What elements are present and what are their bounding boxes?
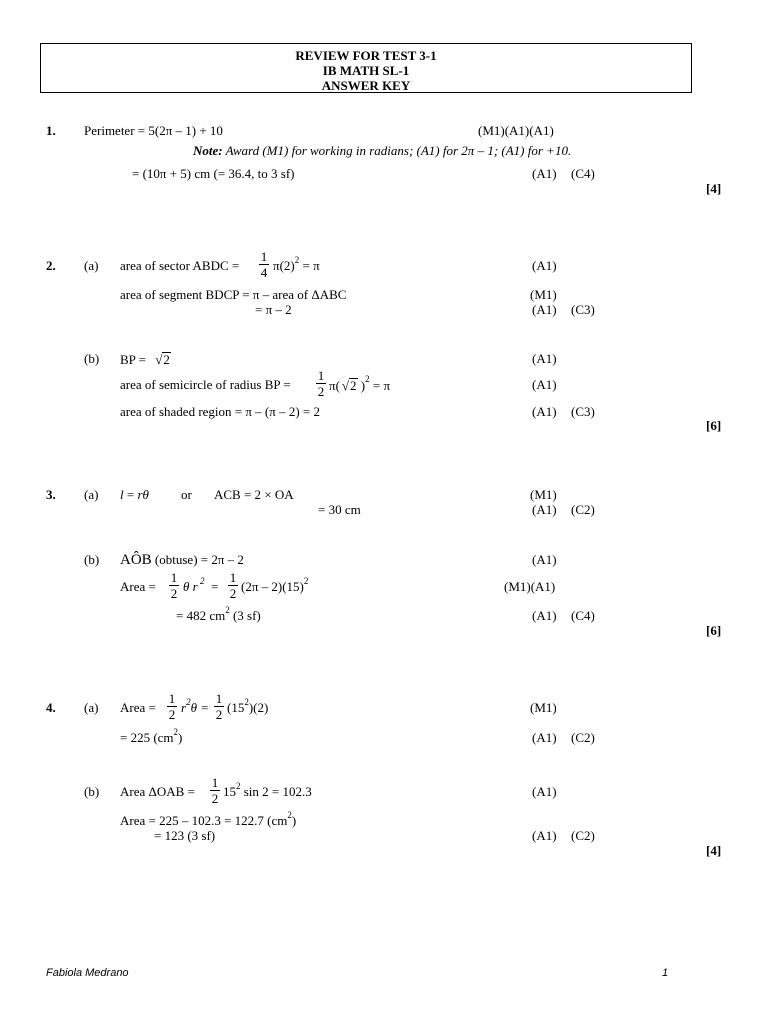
q3-b2-expr: $(2\pi - 2)(15)^2$ — [241, 576, 309, 594]
q2-a1-fraction — [259, 250, 269, 279]
title-line-1: REVIEW FOR TEST 3-1 — [295, 48, 437, 63]
q4-b2-text: Area = 225 – 102.3 = 122.7 $(cm^2)$ — [120, 810, 297, 828]
q3-total: [6] — [706, 623, 722, 638]
q2-b2-text: area of semicircle of radius BP = — [120, 377, 291, 392]
q3-a2-marks: (A1) — [532, 502, 557, 517]
q2-b1-text: BP = √2 — [120, 352, 170, 367]
q1-line3: = (10π + 5) cm (= 36.4, to 3 sf) — [132, 166, 295, 181]
q4-a1-expr: $(15^2)(2)$ — [227, 697, 269, 715]
q3-b2-theta: θ r $^2$ — [183, 576, 205, 594]
q4-part-a-label: (a) — [84, 700, 99, 715]
q4-a1-fraction-1: 1 2 — [168, 691, 176, 722]
q4-a2-marks: (A1) — [532, 730, 557, 745]
q3-a1-formula: l = rθ — [120, 487, 149, 502]
q2-a2-text: area of segment BDCP = π – area of ΔABC — [120, 287, 347, 302]
q4-b3-marks: (A1) — [532, 828, 557, 843]
q3-b2-fraction-2: 1 2 — [229, 570, 237, 601]
q1-note — [193, 144, 571, 157]
q1-note-label: Note: — [193, 143, 223, 158]
q4-part-b-label: (b) — [84, 784, 100, 799]
q2-a3-c: (C3) — [571, 302, 595, 317]
title-line-3: ANSWER KEY — [321, 78, 411, 93]
q3-a2-text: = 30 cm — [318, 502, 361, 517]
q3-b3-marks: (A1) — [532, 608, 557, 623]
q3-part-b-label: (b) — [84, 552, 100, 567]
q2-b2-fraction: 1 2 — [317, 368, 325, 399]
q4-b1-label: Area ΔOAB = — [120, 784, 195, 799]
q2-b3-text: area of shaded region = π – (π – 2) = 2 — [120, 404, 320, 419]
q3-b3-c: (C4) — [571, 608, 595, 623]
q2-part-a-label: (a) — [84, 258, 99, 273]
q4-number: 4. — [46, 700, 56, 715]
q3-b3-text: = 482 $cm^2$ (3 sf) — [176, 605, 261, 623]
q4-a1-label: Area = — [120, 700, 156, 715]
q2-total: [6] — [706, 418, 722, 433]
q4-a1-r: $r^2\theta$ = — [181, 697, 209, 715]
q3-b2-label: Area = — [120, 579, 156, 594]
q1-line1-marks: (M1)(A1)(A1) — [478, 123, 554, 138]
q2-b1-marks: (A1) — [532, 351, 557, 366]
q4-a1-fraction-2: 1 2 — [215, 691, 223, 722]
q2-a3-marks: (A1) — [532, 302, 557, 317]
q4-b3-c: (C2) — [571, 828, 595, 843]
title-box — [40, 43, 692, 93]
q2-b3-c: (C3) — [571, 404, 595, 419]
q4-b1-fraction: 1 2 — [211, 775, 219, 806]
footer-author: Fabiola Medrano — [46, 967, 129, 979]
q4-b3-text: = 123 (3 sf) — [154, 828, 216, 843]
q3-b1-text: AÔB (obtuse) = 2π – 2 — [120, 552, 244, 568]
q3-b2-marks: (M1)(A1) — [504, 579, 556, 594]
q2-number: 2. — [46, 258, 56, 273]
q2-b2-expr: π( √2 )$^2$ = π — [329, 374, 391, 393]
q2-a1-numerator: 1 — [260, 249, 268, 264]
q1-note-text: Award (M1) for working in radians; (A1) for 2π – 1; (A1) for +10. — [222, 143, 572, 158]
title-line-2: IB MATH SL-1 — [322, 63, 410, 78]
q3-b1-marks: (A1) — [532, 552, 557, 567]
q3-a2-c: (C2) — [571, 502, 595, 517]
q2-a2-marks: (M1) — [530, 287, 557, 302]
q2-a3-text: = π – 2 — [255, 302, 292, 317]
q2-b2-marks: (A1) — [532, 377, 557, 392]
q1-total: [4] — [706, 181, 722, 196]
q3-number: 3. — [46, 487, 56, 502]
q4-b1-expr: $15^2$ sin 2 = 102.3 — [223, 781, 312, 799]
q1-line3-c: (C4) — [571, 166, 595, 181]
q2-a1-marks: (A1) — [532, 258, 557, 273]
q1-line3-marks: (A1) — [532, 166, 557, 181]
q1-line1: Perimeter = 5(2π – 1) + 10 — [84, 123, 223, 138]
q4-a2-c: (C2) — [571, 730, 595, 745]
q2-a1-expr: $\pi(2)^2 = \pi$ — [273, 255, 320, 273]
q4-a2-text: = 225 $(cm^2)$ — [120, 727, 183, 745]
q2-b3-marks: (A1) — [532, 404, 557, 419]
q4-b1-marks: (A1) — [532, 784, 557, 799]
q2-a1-text: area of sector ABDC = — [120, 258, 240, 273]
q4-a1-marks: (M1) — [530, 700, 557, 715]
q4-total: [4] — [706, 843, 722, 858]
q3-a1-acb: ACB = 2 × OA — [214, 487, 294, 502]
q3-part-a-label: (a) — [84, 487, 99, 502]
q3-b2-fraction-1: 1 2 — [170, 570, 178, 601]
q1-number: 1. — [46, 123, 56, 138]
q3-a1-marks: (M1) — [530, 487, 557, 502]
q3-b2-eq: = — [211, 579, 219, 594]
footer-page-number: 1 — [662, 967, 669, 979]
q2-part-b-label: (b) — [84, 351, 100, 366]
q3-a1-or: or — [181, 487, 192, 502]
q2-b1-radicand: 2 — [163, 352, 170, 367]
q2-a1-denominator: 4 — [260, 265, 268, 280]
